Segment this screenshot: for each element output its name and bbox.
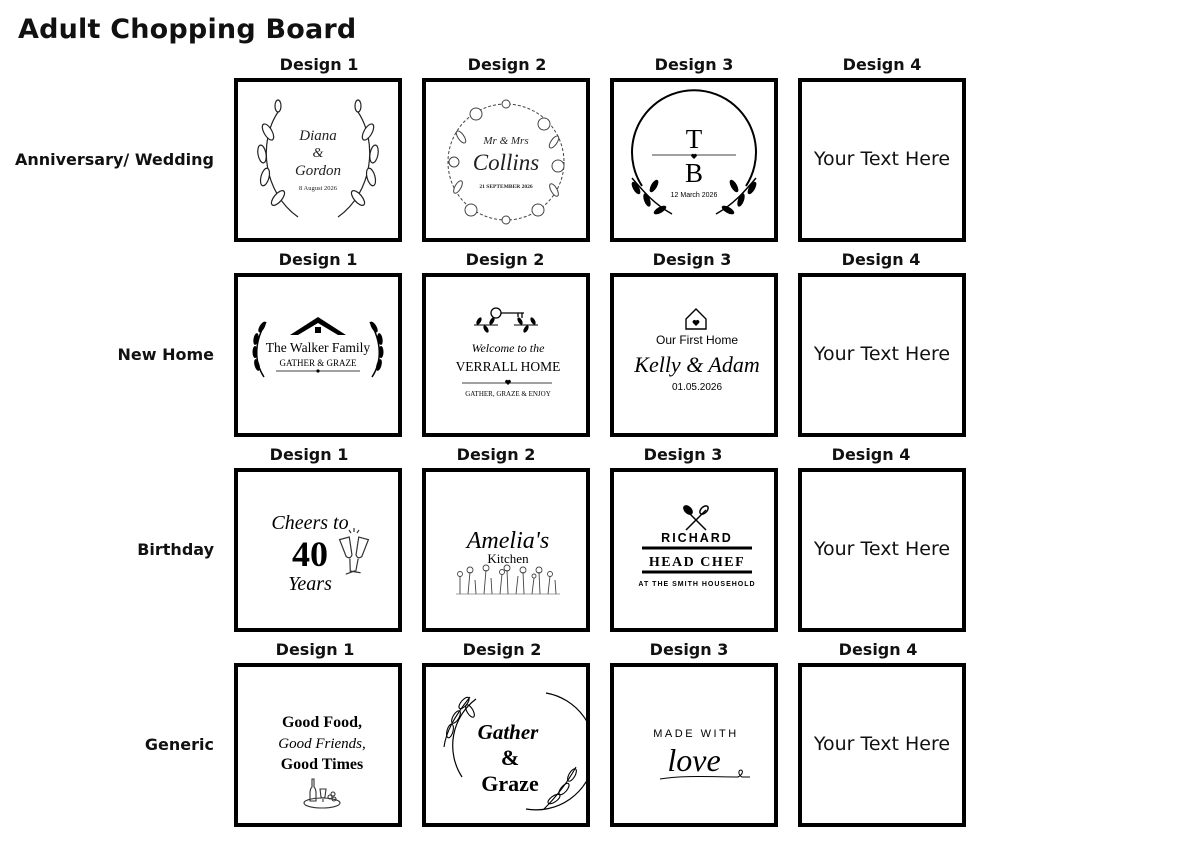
design-label: Design 2 xyxy=(456,445,536,464)
leaf-sprig-icon xyxy=(474,317,538,334)
cheers-line: Cheers to xyxy=(271,512,349,534)
design-label: Design 4 xyxy=(838,640,918,659)
whisk-spatula-icon xyxy=(682,504,709,530)
house-heart-icon xyxy=(686,309,706,329)
name-2: Gordon xyxy=(294,163,342,179)
design-label: Design 3 xyxy=(649,640,729,659)
tagline: GATHER, GRAZE & ENJOY xyxy=(465,390,551,398)
couple-names: Kelly & Adam xyxy=(634,352,760,377)
divider-dot xyxy=(316,369,319,372)
design-card-new-home-2[interactable] xyxy=(422,273,590,437)
ampersand: & xyxy=(500,745,520,770)
design-card-birthday-2[interactable] xyxy=(422,468,590,632)
wildflowers-icon xyxy=(456,565,560,594)
key-icon xyxy=(491,308,524,318)
line-1: Good Food, xyxy=(281,714,363,731)
subtitle: Our First Home xyxy=(655,333,739,347)
design-card-birthday-4[interactable] xyxy=(798,468,966,632)
date: 12 March 2026 xyxy=(670,192,718,199)
design-label: Design 1 xyxy=(269,445,349,464)
graze-word: Graze xyxy=(481,771,539,796)
house-roof-icon xyxy=(290,317,346,335)
years-line: Years xyxy=(288,573,332,595)
design-card-anniversary-2[interactable] xyxy=(422,78,590,242)
design-card-new-home-1[interactable] xyxy=(234,273,402,437)
heart-icon xyxy=(505,380,511,385)
design-card-anniversary-4[interactable] xyxy=(798,78,966,242)
design-label: Design 2 xyxy=(465,250,545,269)
home-name: VERRALL HOME xyxy=(455,359,561,374)
row-label-anniversary-wedding: Anniversary/ Wedding xyxy=(14,150,214,169)
row-label-generic: Generic xyxy=(144,735,214,754)
design-label: Design 3 xyxy=(652,250,732,269)
row-label-birthday: Birthday xyxy=(137,540,214,559)
design-label: Design 1 xyxy=(275,640,355,659)
kitchen-line: Kitchen xyxy=(487,551,529,566)
wine-cheese-board-icon xyxy=(304,779,340,808)
welcome-line: Welcome to the xyxy=(471,341,545,355)
initial-2: B xyxy=(684,158,704,188)
made-with-line: MADE WITH xyxy=(653,728,739,740)
design-card-generic-2[interactable] xyxy=(422,663,590,827)
tagline: GATHER & GRAZE xyxy=(279,358,357,368)
design-label: Design 3 xyxy=(643,445,723,464)
initial-1: T xyxy=(685,124,703,154)
design-card-birthday-1[interactable] xyxy=(234,468,402,632)
placeholder-text: Your Text Here xyxy=(813,343,951,365)
design-card-new-home-4[interactable] xyxy=(798,273,966,437)
title-line: Mr & Mrs xyxy=(483,135,529,147)
placeholder-text: Your Text Here xyxy=(813,538,951,560)
design-label: Design 3 xyxy=(654,55,734,74)
design-card-new-home-3[interactable] xyxy=(610,273,778,437)
design-card-generic-3[interactable] xyxy=(610,663,778,827)
date: 01.05.2026 xyxy=(671,382,723,393)
owner-name: Amelia's xyxy=(466,528,550,554)
placeholder-text: Your Text Here xyxy=(813,733,951,755)
placeholder-text: Your Text Here xyxy=(813,148,951,170)
design-card-anniversary-3[interactable] xyxy=(610,78,778,242)
design-label: Design 2 xyxy=(462,640,542,659)
design-label: Design 1 xyxy=(278,250,358,269)
name-1: Diana xyxy=(299,128,337,144)
age-number: 40 xyxy=(292,534,328,574)
chef-name: RICHARD xyxy=(661,531,733,545)
household-line: AT THE SMITH HOUSEHOLD xyxy=(638,581,756,588)
family-name: The Walker Family xyxy=(265,340,371,355)
line-3: Good Times xyxy=(280,756,364,773)
date: 21 SEPTEMBER 2026 xyxy=(479,184,533,190)
line-2: Good Friends, xyxy=(278,736,366,752)
design-label: Design 2 xyxy=(467,55,547,74)
champagne-glasses-icon xyxy=(340,528,369,574)
design-label: Design 4 xyxy=(841,250,921,269)
surname: Collins xyxy=(472,150,540,175)
design-label: Design 1 xyxy=(279,55,359,74)
design-label: Design 4 xyxy=(831,445,911,464)
date: 8 August 2026 xyxy=(299,185,337,192)
page-title: Adult Chopping Board xyxy=(18,14,357,45)
design-card-anniversary-1[interactable] xyxy=(234,78,402,242)
gather-word: Gather xyxy=(477,720,539,744)
design-card-generic-1[interactable] xyxy=(234,663,402,827)
design-card-birthday-3[interactable] xyxy=(610,468,778,632)
ampersand: & xyxy=(312,146,324,161)
love-word: love xyxy=(667,742,721,778)
design-label: Design 4 xyxy=(842,55,922,74)
row-label-new-home: New Home xyxy=(117,345,214,364)
chef-title: HEAD CHEF xyxy=(648,555,746,570)
design-card-generic-4[interactable] xyxy=(798,663,966,827)
